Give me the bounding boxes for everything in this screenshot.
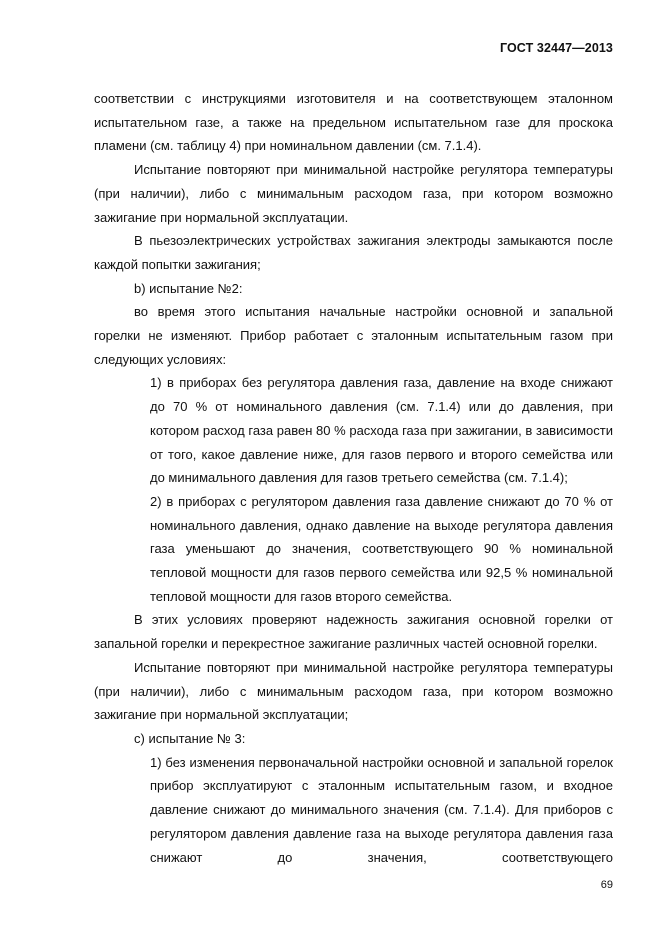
paragraph-test-2-conditions: во время этого испытания начальные настройки основной и запальной горелки не изменяют. Прибор работает с эталонным испытательным газом при следующих условиях: xyxy=(94,304,613,367)
page-number: 69 xyxy=(600,879,613,891)
paragraph-piezo-ignition: В пьезоэлектрических устройствах зажигания электроды замыкаются после каждой попытки зажигания; xyxy=(94,233,613,272)
sub-item-1-min-pressure: 1) без изменения первоначальной настройки основной и запальной горелок прибор эксплуатируют с эталонным испытательным газом, и входное давление снижают до минимального значения (см. 7.1.4). Для приборов с регулятором давления давление газа на выходе регулятора давления газа снижают до значения, соответствующего xyxy=(150,754,613,865)
paragraph-repeat-test-2: Испытание повторяют при минимальной настройке регулятора температуры (при наличии), либо с минимальным расходом газа, при котором возможно зажигание при нормальной эксплуатации; xyxy=(94,659,613,723)
sub-item-1-no-regulator: 1) в приборах без регулятора давления газа, давление на входе снижают до 70 % от номинального давления (см. 7.1.4) или до давления, при котором расход газа равен 80 % расхода газа при зажигании, в зависимости от того, какое давление ниже, для газов первого и второго семейства или до минимального давления для газов третьего семейства (см. 7.1.4); xyxy=(150,375,613,486)
sub-item-2-with-regulator: 2) в приборах с регулятором давления газа давление снижают до 70 % от номинального давления, однако давление на выходе регулятора давления газа уменьшают до значения, соответствующего 90 % номинальной тепловой мощности для газов первого семейства или 92,5 % номинальной тепловой мощности для газов второго семейства. xyxy=(150,493,613,604)
paragraph-continuation: соответствии с инструкциями изготовителя и на соответствующем эталонном испытательном газе, а также на предельном испытательном газе для проскока пламени (см. таблицу 4) при номинальном давлении (см. 7.1.4). xyxy=(94,91,613,154)
item-c-heading: с) испытание № 3: xyxy=(134,730,246,746)
body-text xyxy=(94,87,613,869)
paragraph-repeat-test: Испытание повторяют при минимальной настройке регулятора температуры (при наличии), либо с минимальным расходом газа, при котором возможно зажигание при нормальной эксплуатации. xyxy=(94,162,613,225)
paragraph-ignition-reliability: В этих условиях проверяют надежность зажигания основной горелки от запальной горелки и перекрестное зажигание различных частей основной горелки. xyxy=(94,612,613,652)
standard-designation: ГОСТ 32447—2013 xyxy=(499,41,613,55)
item-b-heading: b) испытание №2: xyxy=(134,280,243,296)
